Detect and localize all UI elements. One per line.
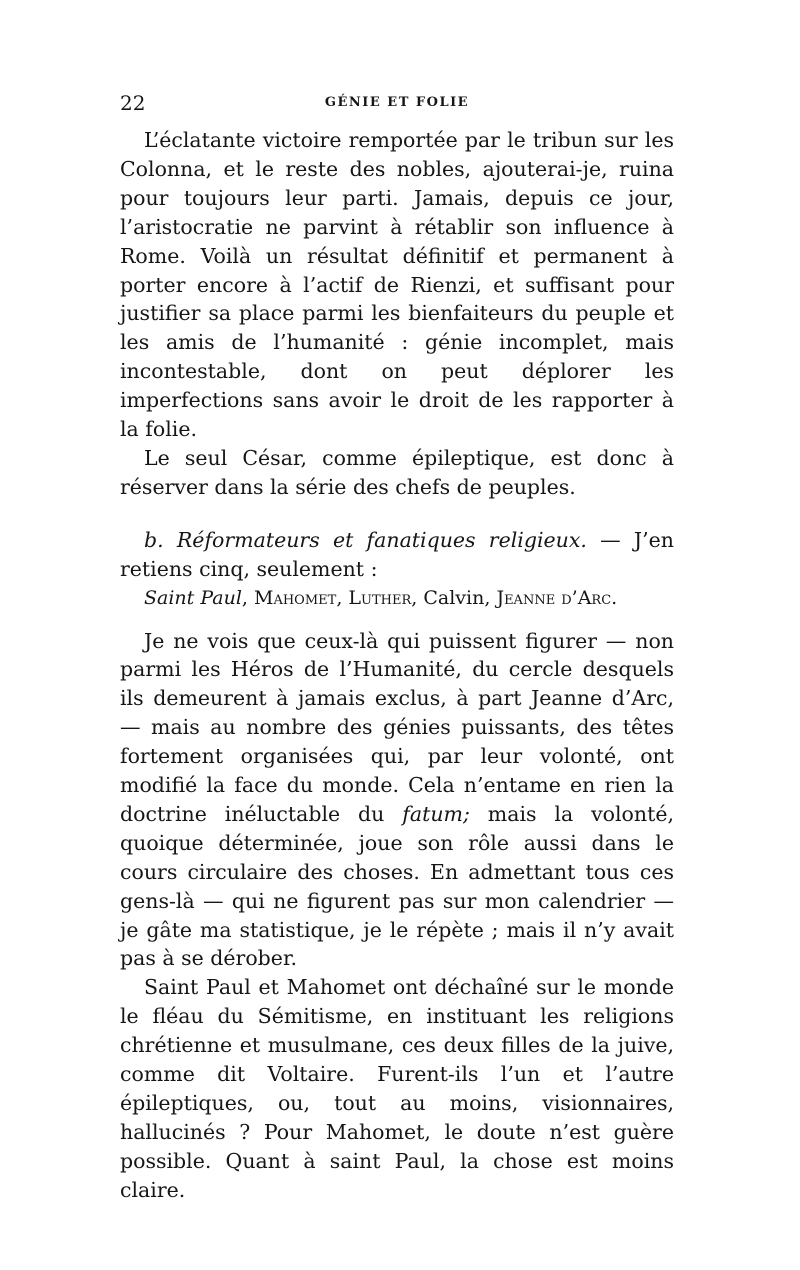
section-heading: Réformateurs et fanatiques religieux.	[176, 527, 587, 552]
separator: ,	[241, 586, 254, 609]
paragraph-genies-puissants	[120, 627, 674, 974]
terminal-period: .	[611, 586, 618, 609]
paragraph-saint-paul-mahomet: Saint Paul et Mahomet ont déchaîné sur le monde le fléau du Sémitisme, en instituant les religions chrétienne et musulmane, ces deux filles de la juive, comme dit Voltaire. Furent-ils l’un et l’autre épileptiques, ou, tout au moins, visionnaires, hallucinés ? Pour Mahomet, le doute n’est guère possible. Quant à saint Paul, la chose est moins claire.	[120, 975, 674, 1202]
names-list	[120, 584, 674, 613]
separator: ,	[411, 586, 424, 609]
paragraph-text: Je ne vois que ceux-là qui puissent figurer — non parmi les Héros de l’Humanité, du cercle desquels ils demeurent à jamais exclus, à part Jeanne d’Arc, — mais au nombre des génies puissants, des têtes fortement organisées qui, par leur volonté, ont modifié la face du monde. Cela n’entame en rien la doctrine inéluctable du	[120, 628, 674, 826]
body-text	[120, 126, 674, 1205]
separator: ,	[336, 586, 349, 609]
running-title: GÉNIE ET FOLIE	[324, 95, 470, 110]
running-head	[120, 90, 674, 116]
name-jeanne-darc: Jeanne d’Arc	[496, 586, 612, 609]
paragraph-cesar: Le seul César, comme épileptique, est donc à réserver dans la série des chefs de peuples.	[120, 445, 674, 499]
paragraph-section-b	[120, 526, 674, 584]
paragraph-rienzi-conclusion: L’éclatante victoire remportée par le tribun sur les Colonna, et le reste des nobles, ajouterai-je, ruina pour toujours leur parti. Jamais, depuis ce jour, l’aristocratie ne parvint à rétablir son influence à Rome. Voilà un résultat définitif et permanent à porter encore à l’actif de Rienzi, et suffisant pour justifier sa place parmi les bienfaiteurs du peuple et les amis de l’humanité : génie incomplet, mais incontestable, dont on peut déplorer les imperfections sans avoir le droit de les rapporter à la folie.	[120, 128, 674, 442]
name-mahomet: Mahomet	[254, 586, 337, 609]
page-number: 22	[120, 91, 146, 115]
fatum-term: fatum;	[402, 801, 470, 826]
section-label: b.	[144, 527, 164, 552]
name-luther: Luther	[348, 586, 412, 609]
name-saint-paul: Saint Paul	[144, 586, 242, 609]
section-intro: — J’en retiens cinq, seulement :	[120, 527, 674, 581]
paragraph-text: mais la volonté, quoique déterminée, joue son rôle aussi dans le cours circulaire des choses. En admettant tous ces gens-là — qui ne figurent pas sur mon calendrier — je gâte ma statistique, je le répète ; mais il n’y avait pas à se dérober.	[120, 801, 674, 971]
separator: ,	[484, 586, 497, 609]
name-calvin: Calvin	[423, 586, 485, 609]
